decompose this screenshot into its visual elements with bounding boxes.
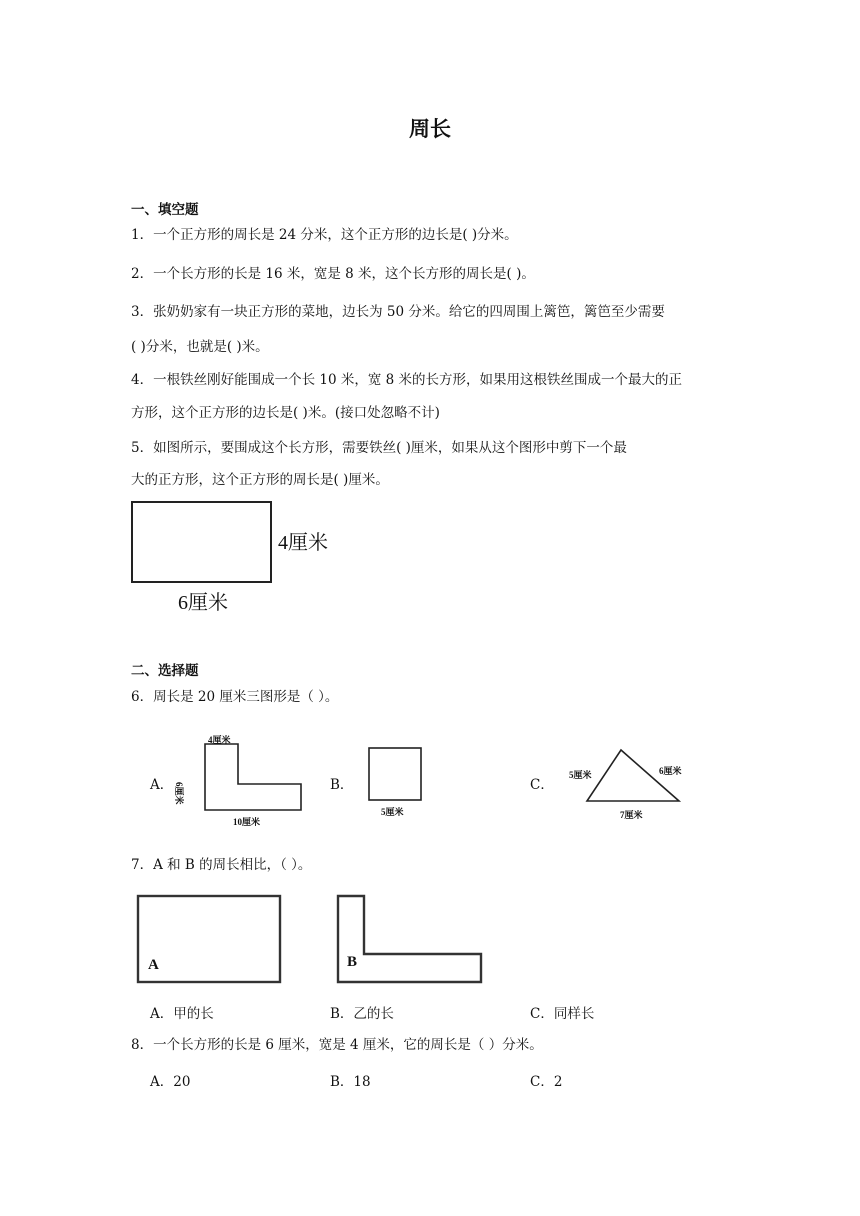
question-6: 6．周长是 20 厘米三图形是（ ）。 [131, 689, 339, 705]
q6-b-bottom-label: 5厘米 [381, 807, 404, 817]
q7-b-label: B [347, 954, 358, 970]
q7-option-c: C．同样长 [530, 1006, 595, 1022]
q7-a-rectangle [138, 896, 280, 982]
q7-b-l-shape [338, 896, 481, 982]
question-5-line-2: 大的正方形，这个正方形的周长是( )厘米。 [131, 472, 389, 488]
q6-c-bottom-label: 7厘米 [620, 810, 643, 820]
q6-a-left-label: 6厘米 [174, 782, 184, 805]
section-heading-multiple-choice: 二、选择题 [131, 663, 199, 679]
q6-a-bottom-label: 10厘米 [233, 817, 261, 827]
question-4-line-2: 方形，这个正方形的边长是( )米。(接口处忽略不计) [131, 405, 440, 421]
question-4-line-1: 4．一根铁丝刚好能围成一个长 10 米，宽 8 米的长方形，如果用这根铁丝围成一个最大的正 [131, 372, 683, 388]
q5-height-label: 4厘米 [278, 532, 328, 554]
q6-c-left-label: 5厘米 [569, 770, 592, 780]
question-5-line-1: 5．如图所示，要围成这个长方形，需要铁丝( )厘米，如果从这个图形中剪下一个最 [131, 440, 627, 456]
q8-option-c: C．2 [530, 1074, 563, 1090]
q6-option-c: C． [530, 777, 554, 793]
q7-a-label: A [148, 957, 159, 973]
section-heading-fill-in: 一、填空题 [131, 202, 199, 218]
q7-option-b: B．乙的长 [330, 1006, 394, 1022]
question-7: 7．A 和 B 的周长相比，（ ）。 [131, 857, 312, 873]
question-3-line-1: 3．张奶奶家有一块正方形的菜地，边长为 50 分米。给它的四周围上篱笆，篱笆至少需要 [131, 304, 665, 320]
q6-option-a: A． [150, 777, 174, 793]
question-3-line-2: ( )分米，也就是( )米。 [131, 339, 269, 355]
q7-option-a: A．甲的长 [150, 1006, 214, 1022]
q5-width-label: 6厘米 [178, 592, 228, 614]
question-2: 2．一个长方形的长是 16 米，宽是 8 米，这个长方形的周长是( )。 [131, 266, 535, 282]
q8-option-b: B．18 [330, 1074, 371, 1090]
question-1: 1．一个正方形的周长是 24 分米，这个正方形的边长是( )分米。 [131, 227, 518, 243]
q8-option-a: A．20 [150, 1074, 191, 1090]
q6-c-right-label: 6厘米 [659, 766, 682, 776]
page-title: 周长 [409, 117, 451, 141]
q6-a-top-label: 4厘米 [208, 735, 231, 745]
question-8: 8．一个长方形的长是 6 厘米，宽是 4 厘米，它的周长是（ ）分米。 [131, 1037, 543, 1053]
q6-option-b: B． [330, 777, 354, 793]
